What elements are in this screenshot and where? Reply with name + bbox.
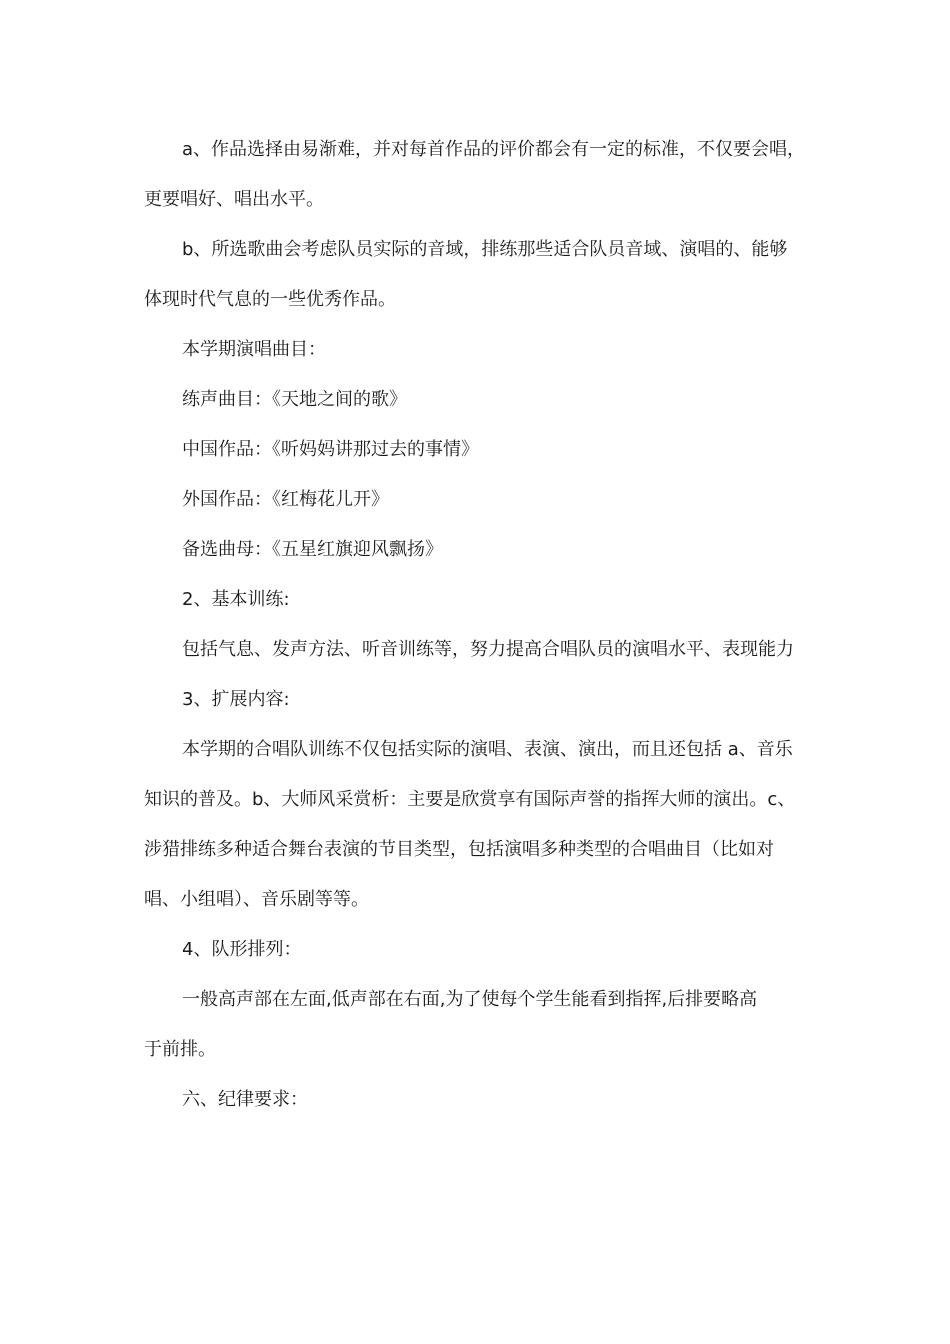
paragraph-line-a-selection: a、作品选择由易渐难，并对每首作品的评价都会有一定的标准，不仅要会唱， bbox=[182, 139, 806, 160]
repertoire-heading: 本学期演唱曲目： bbox=[182, 339, 326, 360]
paragraph-line-extended-3: 涉猎排练多种适合舞台表演的节目类型，包括演唱多种类型的合唱曲目（比如对 bbox=[144, 839, 774, 860]
section-heading-basic-training: 2、基本训练: bbox=[182, 589, 290, 610]
paragraph-line-b-songs-cont: 体现时代气息的一些优秀作品。 bbox=[144, 289, 396, 310]
paragraph-line-formation: 一般高声部在左面,低声部在右面,为了使每个学生能看到指挥,后排要略高 bbox=[182, 989, 758, 1010]
repertoire-item-foreign: 外国作品：《红梅花儿开》 bbox=[182, 489, 389, 510]
repertoire-item-vocalise: 练声曲目：《天地之间的歌》 bbox=[182, 389, 407, 410]
repertoire-item-chinese: 中国作品：《听妈妈讲那过去的事情》 bbox=[182, 439, 479, 460]
section-heading-formation: 4、队形排列： bbox=[182, 939, 302, 960]
paragraph-line-a-selection-cont: 更要唱好、唱出水平。 bbox=[144, 189, 324, 210]
paragraph-line-formation-cont: 于前排。 bbox=[144, 1039, 216, 1060]
section-heading-discipline: 六、纪律要求： bbox=[182, 1089, 308, 1110]
paragraph-line-extended-2: 知识的普及。b、大师风采赏析：主要是欣赏享有国际声誉的指挥大师的演出。c、 bbox=[144, 789, 796, 810]
paragraph-line-b-songs: b、所选歌曲会考虑队员实际的音域，排练那些适合队员音域、演唱的、能够 bbox=[182, 239, 788, 260]
paragraph-line-extended-1: 本学期的合唱队训练不仅包括实际的演唱、表演、演出，而且还包括 a、音乐 bbox=[182, 739, 793, 760]
paragraph-line-basic-training: 包括气息、发声方法、听音训练等，努力提高合唱队员的演唱水平、表现能力 bbox=[182, 639, 794, 660]
section-heading-extended-content: 3、扩展内容: bbox=[182, 689, 290, 710]
repertoire-item-backup: 备选曲母：《五星红旗迎风飘扬》 bbox=[182, 539, 443, 560]
paragraph-line-extended-4: 唱、小组唱）、音乐剧等等。 bbox=[144, 889, 369, 910]
